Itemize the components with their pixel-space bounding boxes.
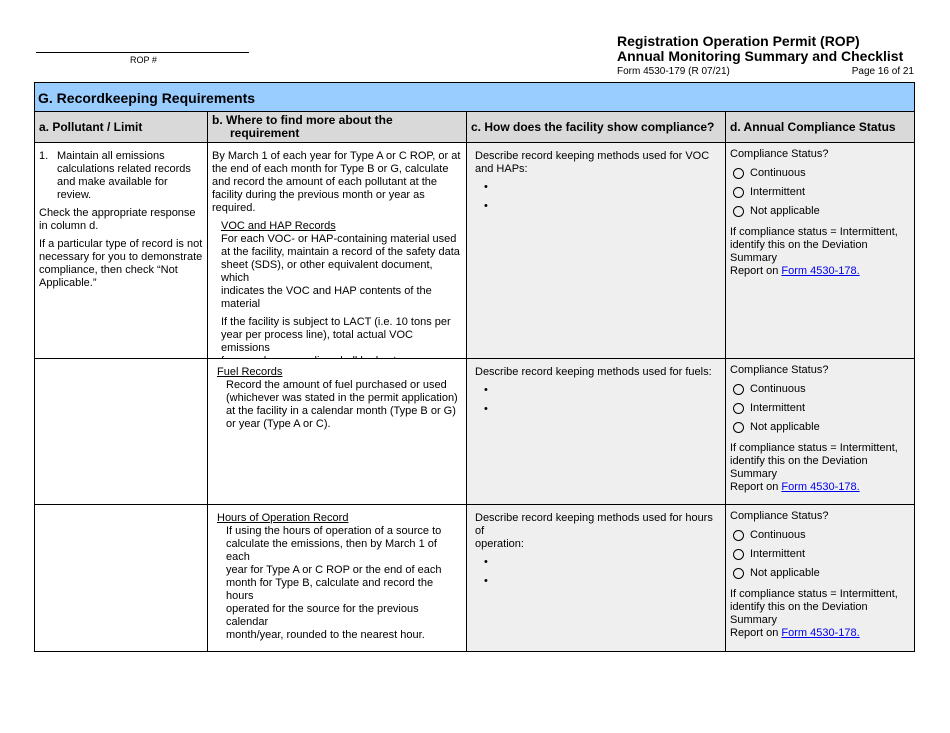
- status-question: Compliance Status?: [730, 148, 829, 160]
- text-line: Maintain all emissions: [57, 150, 165, 162]
- radio-label: Not applicable: [750, 421, 820, 433]
- subsection-title: Fuel Records: [217, 366, 283, 378]
- radio-circle-icon[interactable]: [733, 422, 744, 433]
- text-line: or year (Type A or C).: [226, 418, 331, 430]
- column-header-compliance-method: [467, 112, 726, 143]
- text-line: Report on: [730, 627, 782, 639]
- text-line: in column d.: [39, 220, 99, 232]
- radio-circle-icon[interactable]: [733, 206, 744, 217]
- text-line: If compliance status = Intermittent,: [730, 442, 898, 454]
- text-line: calculate the emissions, then by March 1 of each: [226, 538, 437, 563]
- text-line: identify this on the Deviation Summary: [730, 455, 868, 480]
- radio-label: Continuous: [750, 167, 806, 179]
- row2-status-cell: [726, 359, 914, 505]
- radio-label: Not applicable: [750, 567, 820, 579]
- text-line: required.: [212, 202, 256, 214]
- text-line: Describe record keeping methods used for fuels:: [475, 366, 712, 378]
- row1-compliance-cell[interactable]: [467, 143, 726, 359]
- text-line: If compliance status = Intermittent,: [730, 588, 898, 600]
- fuel-records-body: [217, 379, 463, 431]
- text-line: compliance, then check “Not: [39, 264, 178, 276]
- radio-circle-icon[interactable]: [733, 568, 744, 579]
- row2-pollutant-cell: [35, 359, 208, 505]
- text-line: Applicable.”: [39, 277, 97, 289]
- text-line: calculations related records: [57, 163, 191, 175]
- text-line: Describe record keeping methods used for hours of: [475, 512, 713, 537]
- radio-continuous[interactable]: [730, 526, 914, 545]
- radio-continuous[interactable]: [730, 380, 914, 399]
- text-line: Report on: [730, 481, 782, 493]
- row1-not-applicable-instruction: [39, 238, 204, 290]
- text-line: at the facility, maintain a record of the safety data: [221, 246, 460, 258]
- list-item[interactable]: [475, 200, 722, 213]
- radio-not-applicable[interactable]: [730, 202, 914, 221]
- list-item[interactable]: [475, 575, 722, 588]
- radio-circle-icon[interactable]: [733, 187, 744, 198]
- row3-status-cell: [726, 505, 914, 651]
- radio-label: Intermittent: [750, 186, 806, 198]
- text-line: at the facility in a calendar month (Type B or G): [226, 405, 456, 417]
- text-line: month/year, rounded to the nearest hour.: [226, 629, 425, 641]
- list-item[interactable]: [475, 556, 722, 569]
- status-note: [730, 226, 914, 278]
- subsection-title: Hours of Operation Record: [217, 512, 349, 524]
- radio-circle-icon[interactable]: [733, 168, 744, 179]
- form-subtitle: Annual Monitoring Summary and Checklist: [617, 48, 904, 64]
- status-options: [730, 164, 914, 221]
- radio-not-applicable[interactable]: [730, 418, 914, 437]
- column-header-status: [726, 112, 914, 143]
- text-line: Report on: [730, 265, 782, 277]
- text-line: If a particular type of record is not: [39, 238, 203, 250]
- status-question: Compliance Status?: [730, 364, 829, 376]
- list-item[interactable]: [475, 181, 722, 194]
- radio-label: Intermittent: [750, 548, 806, 560]
- rop-number-label: ROP #: [130, 55, 157, 65]
- text-line: and HAPs:: [475, 163, 528, 175]
- row3-pollutant-cell: [35, 505, 208, 651]
- row1-pollutant-cell: [35, 143, 208, 359]
- row3-reference-cell: [208, 505, 467, 651]
- row3-compliance-cell[interactable]: [467, 505, 726, 651]
- radio-label: Continuous: [750, 383, 806, 395]
- column-header-label: c. How does the facility show compliance?: [471, 120, 715, 134]
- column-header-label: d. Annual Compliance Status: [730, 120, 896, 134]
- text-line: year for Type A or C ROP or the end of each: [226, 564, 442, 576]
- radio-intermittent[interactable]: [730, 183, 914, 202]
- row2-reference-cell: [208, 359, 467, 505]
- text-line: operated for the source for the previous calendar: [226, 603, 419, 628]
- page-number: Page 16 of 21: [851, 66, 914, 77]
- row1-reference-cell: [208, 143, 467, 359]
- radio-intermittent[interactable]: [730, 399, 914, 418]
- form-4530-178-link[interactable]: Form 4530-178.: [781, 265, 860, 277]
- radio-not-applicable[interactable]: [730, 564, 914, 583]
- status-options: [730, 380, 914, 437]
- form-title: Registration Operation Permit (ROP): [617, 33, 860, 49]
- text-line: By March 1 of each year for Type A or C ROP, or at: [212, 150, 461, 162]
- status-options: [730, 526, 914, 583]
- section-title: G. Recordkeeping Requirements: [38, 90, 256, 106]
- radio-label: Not applicable: [750, 205, 820, 217]
- radio-continuous[interactable]: [730, 164, 914, 183]
- radio-circle-icon[interactable]: [733, 530, 744, 541]
- text-line: indicates the VOC and HAP contents of the: [221, 285, 432, 297]
- text-line: necessary for you to demonstrate: [39, 251, 203, 263]
- text-line: If compliance status = Intermittent,: [730, 226, 898, 238]
- form-id: Form 4530-179 (R 07/21): [617, 66, 730, 77]
- column-header-pollutant: [35, 112, 208, 143]
- text-line: Record the amount of fuel purchased or used: [226, 379, 447, 391]
- text-line: identify this on the Deviation Summary: [730, 239, 868, 264]
- text-line: operation:: [475, 538, 524, 550]
- text-line: Describe record keeping methods used for VOC: [475, 150, 710, 162]
- rop-number-line[interactable]: [36, 52, 249, 53]
- radio-circle-icon[interactable]: [733, 403, 744, 414]
- column-header-label: a. Pollutant / Limit: [39, 120, 143, 134]
- row1-check-instruction: [39, 207, 204, 233]
- status-note: [730, 588, 914, 640]
- text-line: and make available for review.: [57, 176, 168, 201]
- column-header-reference: [208, 112, 467, 143]
- voc-hap-records: [212, 220, 463, 368]
- bullet-list[interactable]: [475, 556, 722, 588]
- radio-circle-icon[interactable]: [733, 384, 744, 395]
- status-note: [730, 442, 914, 494]
- text-line: Check the appropriate response: [39, 207, 196, 219]
- form-4530-178-link[interactable]: Form 4530-178.: [781, 627, 860, 639]
- row1-status-cell: [726, 143, 914, 359]
- text-line: facility during the previous month or year as: [212, 189, 425, 201]
- text-line: For each VOC- or HAP-containing material used: [221, 233, 457, 245]
- subsection-title: VOC and HAP Records: [221, 220, 336, 232]
- text-line: and record the amount of each pollutant at the: [212, 176, 438, 188]
- list-item[interactable]: [475, 403, 722, 416]
- text-line: the end of each month for Type B or G, calculate: [212, 163, 449, 175]
- column-header-label: b. Where to find more about the: [212, 113, 393, 127]
- text-line: identify this on the Deviation Summary: [730, 601, 868, 626]
- column-header-label: requirement: [230, 126, 300, 140]
- row2-compliance-cell[interactable]: [467, 359, 726, 505]
- bullet-list[interactable]: [475, 384, 722, 416]
- recordkeeping-table: [34, 82, 915, 652]
- radio-label: Intermittent: [750, 402, 806, 414]
- status-question: Compliance Status?: [730, 510, 829, 522]
- radio-label: Continuous: [750, 529, 806, 541]
- text-line: month for Type B, calculate and record the hours: [226, 577, 434, 602]
- radio-intermittent[interactable]: [730, 545, 914, 564]
- section-header: [35, 83, 914, 112]
- text-line: (whichever was stated in the permit application): [226, 392, 458, 404]
- text-line: year per process line), total actual VOC emissions: [221, 329, 413, 354]
- text-line: If using the hours of operation of a source to: [226, 525, 442, 537]
- hours-operation-body: [217, 525, 463, 642]
- row1-item: [39, 150, 204, 202]
- bullet-list[interactable]: [475, 181, 722, 213]
- text-line: If the facility is subject to LACT (i.e. 10 tons per: [221, 316, 451, 328]
- item-number: 1.: [39, 150, 49, 162]
- form-4530-178-link[interactable]: Form 4530-178.: [781, 481, 860, 493]
- list-item[interactable]: [475, 384, 722, 397]
- text-line: sheet (SDS), or other equivalent document, which: [221, 259, 433, 284]
- text-line: material: [221, 298, 261, 310]
- radio-circle-icon[interactable]: [733, 549, 744, 560]
